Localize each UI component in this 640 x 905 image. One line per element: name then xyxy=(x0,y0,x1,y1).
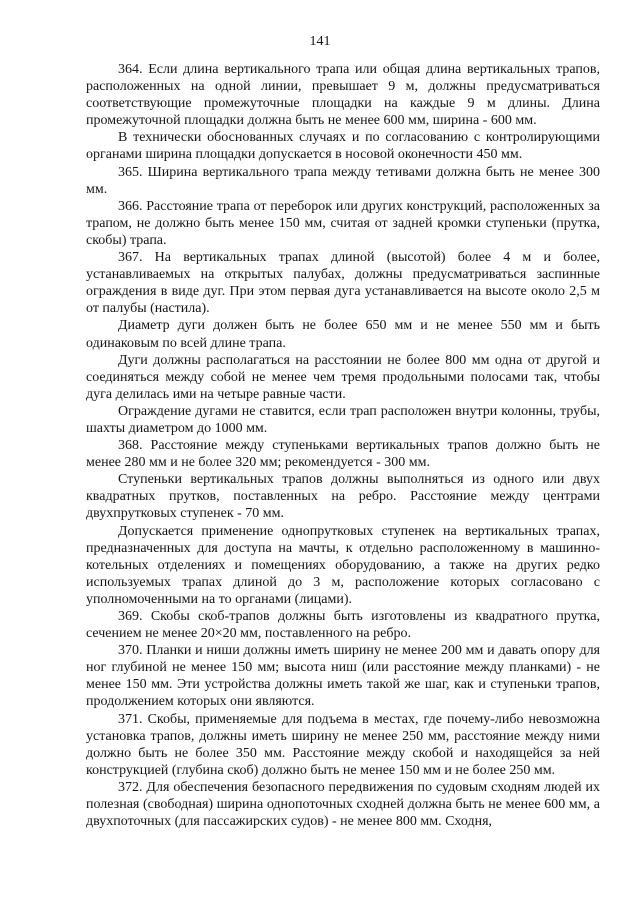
paragraph-371: 371. Скобы, применяемые для подъема в местах, где почему-либо невозможна установка трапов, должны иметь ширину не менее 250 мм, расстояние между ними должно быть не более 350 мм. Расстояние между скобой и находящейся за ней конструкцией (глубина скоб) должно быть не менее 150 мм и не более 250 мм. xyxy=(86,711,600,778)
paragraph-367: 367. На вертикальных трапах длиной (высотой) более 4 м и более, устанавливаемых на открытых палубах, должны предусматриваться заспинные ограждения в виде дуг. При этом первая дуга устанавливается на высоте около 2,5 м от палубы (настила). xyxy=(86,250,600,317)
paragraph-372: 372. Для обеспечения безопасного передвижения по судовым сходням людей их полезная (свободная) ширина однопоточных сходней должна быть не менее 600 мм, а двухпоточных (для пассажирских судов) - не менее 800 мм. Сходня, xyxy=(86,779,600,830)
page-number: 141 xyxy=(309,34,331,49)
paragraph-366: 366. Расстояние трапа от переборок или других конструкций, расположенных за трапом, не должно быть менее 150 мм, считая от задней кромки ступеньки (прутка, скобы) трапа. xyxy=(86,198,600,248)
paragraph-367-diameter: Диаметр дуги должен быть не более 650 мм и не менее 550 мм и быть одинаковым по всей длине трапа. xyxy=(86,318,600,351)
paragraph-368-single-rung: Допускается применение однопрутковых ступенек на вертикальных трапах, предназначенных для доступа на мачты, к отдельно расположенному в машинно-котельных отделениях и помещениях оборудованию, а также на других редко используемых трапах длиной до 3 м, расположение которых согласовано с уполномоченными на то органами (лицами). xyxy=(86,523,600,607)
paragraph-367-exception: Ограждение дугами не ставится, если трап расположен внутри колонны, трубы, шахты диаметром до 1000 мм. xyxy=(86,403,600,436)
paragraph-367-spacing: Дуги должны располагаться на расстоянии не более 800 мм одна от другой и соединяться между собой не менее чем тремя продольными полосами так, чтобы дуга делилась ими на четыре равные части. xyxy=(86,352,600,402)
paragraph-364: 364. Если длина вертикального трапа или общая длина вертикальных трапов, расположенных на одной линии, превышает 9 м, должны предусматриваться соответствующие промежуточные площадки на каждые 9 м длины. Длина промежуточной площадки должна быть не менее 600 мм, ширина - 600 мм. xyxy=(86,62,600,129)
paragraph-368-rungs: Ступеньки вертикальных трапов должны выполняться из одного или двух квадратных прутков, поставленных на ребро. Расстояние между центрами двухпрутковых ступенек - 70 мм. xyxy=(86,472,600,522)
paragraph-370: 370. Планки и ниши должны иметь ширину не менее 200 мм и давать опору для ног глубиной не менее 150 мм; высота ниш (или расстояние между планками) - не менее 150 мм. Эти устройства должны иметь такой же шаг, как и ступеньки трапов, продолжением которых они являются. xyxy=(86,643,600,710)
paragraph-364-note: В технически обоснованных случаях и по согласованию с контролирующими органами ширина площадки допускается в носовой оконечности 450 мм. xyxy=(86,130,600,163)
document-body xyxy=(86,61,600,830)
paragraph-369: 369. Скобы скоб-трапов должны быть изготовлены из квадратного прутка, сечением не менее 20×20 мм, поставленного на ребро. xyxy=(86,609,600,642)
paragraph-368: 368. Расстояние между ступеньками вертикальных трапов должно быть не менее 280 мм и не более 320 мм; рекомендуется - 300 мм. xyxy=(86,438,600,471)
paragraph-365: 365. Ширина вертикального трапа между тетивами должна быть не менее 300 мм. xyxy=(86,164,600,197)
